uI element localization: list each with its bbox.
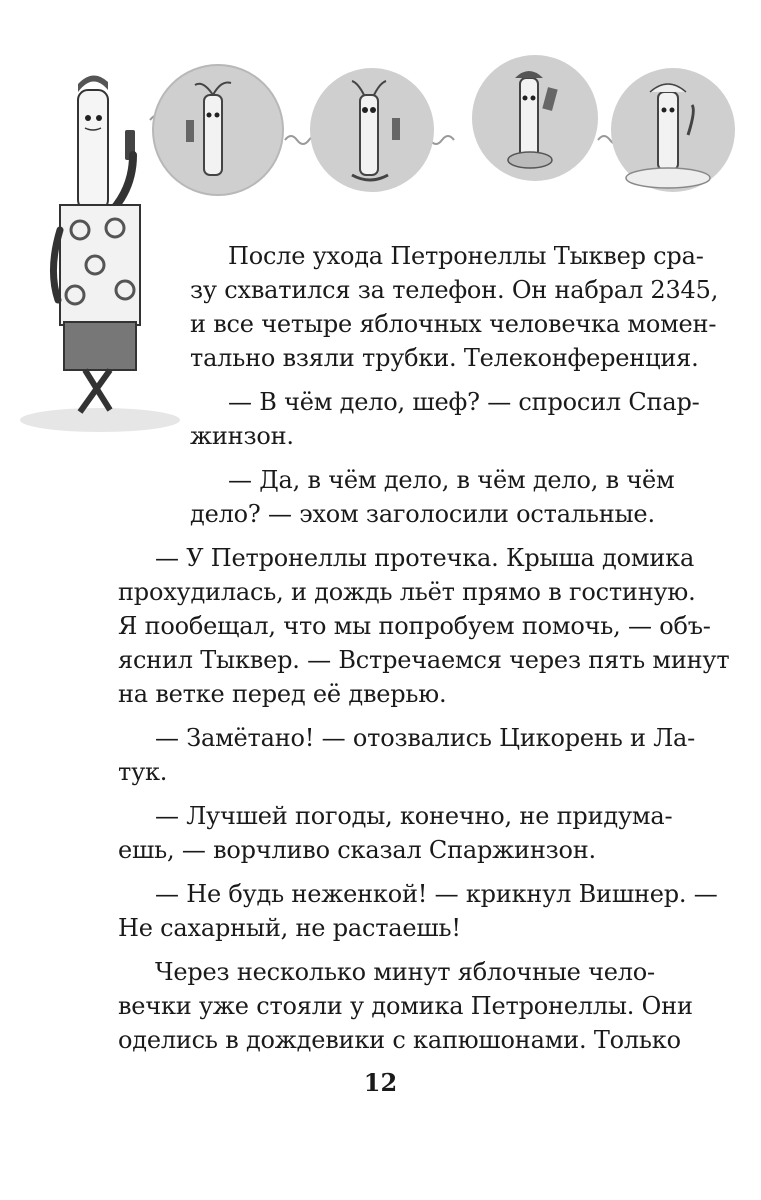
page-number: 12 xyxy=(363,1068,398,1097)
circle-character-2 xyxy=(310,68,434,192)
text-line: Не сахарный, не растаешь! xyxy=(118,914,461,942)
text-line: — Лучшей погоды, конечно, не придума- xyxy=(155,802,673,830)
text-line: Я пообещал, что мы попробуем помочь, — объ- xyxy=(118,612,711,640)
text-line: на ветке перед её дверью. xyxy=(118,680,447,708)
circle-character-3 xyxy=(472,55,598,181)
text-line: После ухода Петронеллы Тыквер сра- xyxy=(228,242,704,270)
text-line: ешь, — ворчливо сказал Спаржинзон. xyxy=(118,836,596,864)
text-line: дело? — эхом заголосили остальные. xyxy=(190,500,655,528)
circle-character-1 xyxy=(153,65,283,195)
circle-character-4 xyxy=(611,68,735,192)
text-line: яснил Тыквер. — Встречаемся через пять минут xyxy=(118,646,730,674)
text-line: — В чём дело, шеф? — спросил Спар- xyxy=(228,388,700,416)
text-line: — У Петронеллы протечка. Крыша домика xyxy=(155,544,695,572)
text-line: и все четыре яблочных человечка момен- xyxy=(190,310,717,338)
text-line: — Замётано! — отозвались Цикорень и Ла- xyxy=(155,724,696,752)
text-line: тук. xyxy=(118,758,168,786)
text-line: прохудилась, и дождь льёт прямо в гостиную. xyxy=(118,578,696,606)
text-line: — Не будь неженкой! — крикнул Вишнер. — xyxy=(155,880,718,908)
text-line: вечки уже стояли у домика Петронеллы. Они xyxy=(118,992,693,1020)
text-line: — Да, в чём дело, в чём дело, в чём xyxy=(228,466,675,494)
text-line: тально взяли трубки. Телеконференция. xyxy=(190,344,699,372)
text-line: зу схватился за телефон. Он набрал 2345, xyxy=(190,276,719,304)
text-line: Через несколько минут яблочные чело- xyxy=(155,958,655,986)
text-line: оделись в дождевики с капюшонами. Только xyxy=(118,1026,681,1054)
text-line: жинзон. xyxy=(190,422,294,450)
